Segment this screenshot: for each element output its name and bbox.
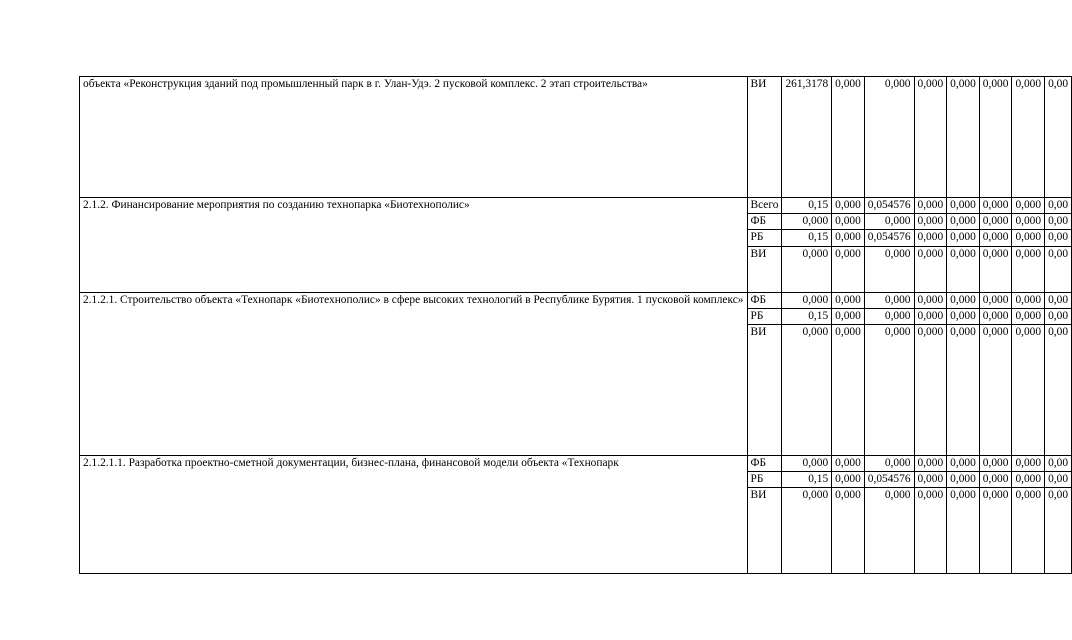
value-cell: 0,00 (1045, 198, 1072, 214)
funding-source-cell: ФБ (747, 456, 782, 472)
value-cell: 0,000 (864, 488, 914, 574)
value-cell: 0,000 (1012, 292, 1045, 308)
value-cell: 0,15 (782, 198, 832, 214)
funding-source-cell: ВИ (747, 246, 782, 292)
value-cell: 0,000 (864, 308, 914, 324)
value-cell: 0,000 (832, 230, 865, 246)
value-cell: 0,000 (979, 214, 1012, 230)
value-cell: 0,000 (782, 214, 832, 230)
value-cell: 0,000 (979, 77, 1012, 198)
value-cell: 0,000 (782, 488, 832, 574)
value-cell: 0,000 (979, 308, 1012, 324)
value-cell: 0,054576 (864, 198, 914, 214)
value-cell: 0,000 (914, 456, 947, 472)
value-cell: 0,000 (947, 246, 980, 292)
value-cell: 0,000 (832, 246, 865, 292)
funding-source-cell: ВИ (747, 488, 782, 574)
value-cell: 0,15 (782, 472, 832, 488)
funding-source-cell: ФБ (747, 292, 782, 308)
value-cell: 0,00 (1045, 77, 1072, 198)
value-cell: 0,000 (947, 488, 980, 574)
value-cell: 0,000 (979, 198, 1012, 214)
funding-source-cell: Всего (747, 198, 782, 214)
value-cell: 0,00 (1045, 308, 1072, 324)
value-cell: 0,000 (914, 472, 947, 488)
value-cell: 0,000 (947, 214, 980, 230)
value-cell: 0,000 (1012, 308, 1045, 324)
value-cell: 0,000 (979, 292, 1012, 308)
value-cell: 0,00 (1045, 246, 1072, 292)
value-cell: 0,000 (864, 325, 914, 456)
measure-name-cell: 2.1.2.1.1. Разработка проектно-сметной документации, бизнес-плана, финансовой модели объекта «Технопарк (80, 456, 748, 574)
value-cell: 0,000 (947, 292, 980, 308)
value-cell: 0,000 (832, 292, 865, 308)
value-cell: 0,000 (782, 246, 832, 292)
value-cell: 0,000 (864, 456, 914, 472)
funding-source-cell: РБ (747, 472, 782, 488)
value-cell: 0,00 (1045, 230, 1072, 246)
funding-source-cell: ВИ (747, 77, 782, 198)
value-cell: 0,000 (1012, 488, 1045, 574)
value-cell: 0,000 (832, 488, 865, 574)
value-cell: 0,000 (864, 246, 914, 292)
value-cell: 0,000 (979, 246, 1012, 292)
value-cell: 0,054576 (864, 472, 914, 488)
value-cell: 0,054576 (864, 230, 914, 246)
value-cell: 0,000 (914, 246, 947, 292)
value-cell: 0,000 (832, 77, 865, 198)
table-row (80, 456, 1072, 472)
value-cell: 0,000 (947, 308, 980, 324)
value-cell: 0,000 (864, 292, 914, 308)
value-cell: 0,000 (1012, 230, 1045, 246)
value-cell: 0,000 (832, 456, 865, 472)
value-cell: 0,000 (914, 292, 947, 308)
value-cell: 261,3178 (782, 77, 832, 198)
funding-source-cell: РБ (747, 230, 782, 246)
value-cell: 0,15 (782, 230, 832, 246)
value-cell: 0,000 (979, 472, 1012, 488)
value-cell: 0,00 (1045, 292, 1072, 308)
value-cell: 0,000 (947, 230, 980, 246)
value-cell: 0,000 (979, 325, 1012, 456)
value-cell: 0,000 (947, 456, 980, 472)
value-cell: 0,00 (1045, 325, 1072, 456)
measure-name-cell: объекта «Реконструкция зданий под промышленный парк в г. Улан-Удэ. 2 пусковой комплекс. 2 этап строительства» (80, 77, 748, 198)
value-cell: 0,000 (832, 214, 865, 230)
value-cell: 0,000 (832, 308, 865, 324)
value-cell: 0,000 (914, 230, 947, 246)
value-cell: 0,000 (1012, 214, 1045, 230)
table-row (80, 292, 1072, 308)
value-cell: 0,00 (1045, 472, 1072, 488)
value-cell: 0,000 (1012, 246, 1045, 292)
value-cell: 0,000 (979, 456, 1012, 472)
value-cell: 0,000 (914, 214, 947, 230)
funding-source-cell: ВИ (747, 325, 782, 456)
value-cell: 0,000 (914, 198, 947, 214)
funding-source-cell: ФБ (747, 214, 782, 230)
value-cell: 0,000 (782, 292, 832, 308)
value-cell: 0,15 (782, 308, 832, 324)
value-cell: 0,000 (1012, 77, 1045, 198)
value-cell: 0,000 (914, 325, 947, 456)
value-cell: 0,000 (832, 325, 865, 456)
value-cell: 0,000 (1012, 456, 1045, 472)
value-cell: 0,000 (914, 488, 947, 574)
value-cell: 0,000 (947, 77, 980, 198)
value-cell: 0,000 (832, 472, 865, 488)
budget-table (79, 76, 1072, 574)
table-row (80, 77, 1072, 198)
value-cell: 0,000 (782, 456, 832, 472)
value-cell: 0,000 (914, 77, 947, 198)
value-cell: 0,000 (947, 325, 980, 456)
value-cell: 0,000 (782, 325, 832, 456)
funding-source-cell: РБ (747, 308, 782, 324)
value-cell: 0,000 (1012, 198, 1045, 214)
value-cell: 0,000 (979, 230, 1012, 246)
value-cell: 0,000 (864, 214, 914, 230)
value-cell: 0,000 (864, 77, 914, 198)
value-cell: 0,00 (1045, 488, 1072, 574)
value-cell: 0,000 (979, 488, 1012, 574)
value-cell: 0,000 (1012, 325, 1045, 456)
value-cell: 0,000 (947, 472, 980, 488)
value-cell: 0,000 (832, 198, 865, 214)
measure-name-cell: 2.1.2.1. Строительство объекта «Технопарк «Биотехнополис» в сфере высоких технологий в Республике Бурятия. 1 пусковой комплекс» (80, 292, 748, 455)
value-cell: 0,000 (914, 308, 947, 324)
value-cell: 0,000 (947, 198, 980, 214)
table-row (80, 198, 1072, 214)
value-cell: 0,00 (1045, 456, 1072, 472)
value-cell: 0,00 (1045, 214, 1072, 230)
measure-name-cell: 2.1.2. Финансирование мероприятия по созданию технопарка «Биотехнополис» (80, 198, 748, 293)
value-cell: 0,000 (1012, 472, 1045, 488)
